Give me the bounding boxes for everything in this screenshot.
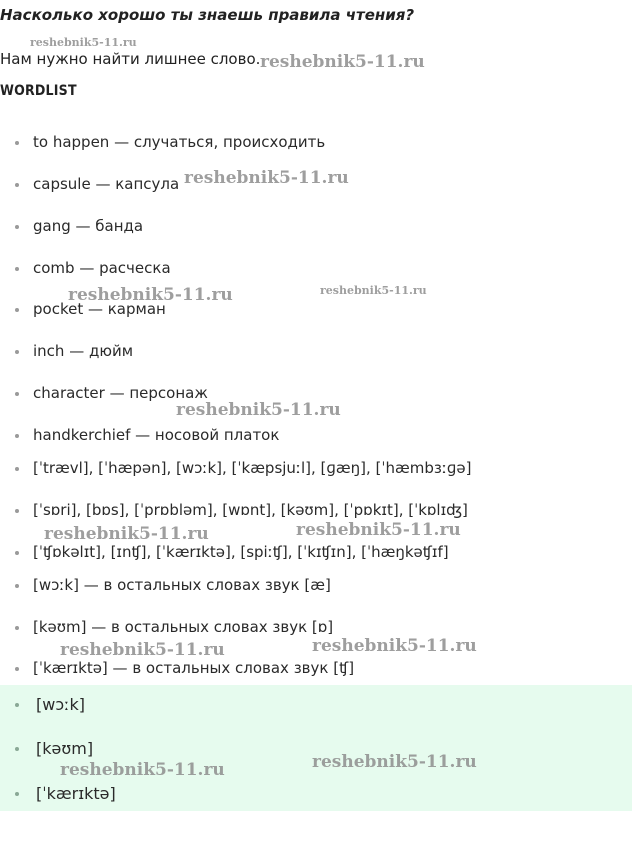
list-item <box>0 215 632 239</box>
bullet-icon <box>15 183 19 187</box>
bullet-icon <box>15 626 19 630</box>
list-item-text: [kəʊm] — в остальных словах звук [ɒ] <box>33 618 334 636</box>
watermark: reshebnik5-11.ru <box>320 284 427 297</box>
bullet-icon <box>15 703 19 707</box>
list-item-text: character — персонаж <box>33 384 208 402</box>
answer-text: [kəʊm] <box>36 739 94 758</box>
list-item-text: gang — банда <box>33 217 144 235</box>
bullet-icon <box>15 667 19 671</box>
list-item-text: capsule — капсула <box>33 175 180 193</box>
bullet-icon <box>15 509 19 513</box>
bullet-icon <box>15 392 19 396</box>
list-item-text: comb — расческа <box>33 259 171 277</box>
bullet-icon <box>15 141 19 145</box>
list-item-text: handkerchief — носовой платок <box>33 426 280 444</box>
list-item-text: [wɔːk] — в остальных словах звук [æ] <box>33 576 331 594</box>
list-item <box>0 257 632 281</box>
list-item <box>0 424 632 448</box>
bullet-icon <box>15 551 19 555</box>
watermark: reshebnik5-11.ru <box>44 524 209 544</box>
answer-text: [wɔːk] <box>36 695 86 714</box>
watermark: reshebnik5-11.ru <box>184 168 349 188</box>
bullet-icon <box>15 308 19 312</box>
list-item-text: [ˈtrævl], [ˈhæpən], [wɔːk], [ˈkæpsjuːl], [ɡæŋ], [ˈhæmbɜːɡə] <box>33 459 472 477</box>
watermark: reshebnik5-11.ru <box>68 285 233 305</box>
list-item-text: inch — дюйм <box>33 342 134 360</box>
bullet-icon <box>15 267 19 271</box>
bullet-icon <box>15 350 19 354</box>
answer-item <box>0 782 632 806</box>
bullet-icon <box>15 225 19 229</box>
answer-box <box>0 685 632 811</box>
list-item <box>0 457 632 481</box>
bullet-icon <box>15 792 19 796</box>
wordlist-heading: WORDLIST <box>0 83 77 99</box>
watermark: reshebnik5-11.ru <box>60 640 225 660</box>
list-item-text: pocket — карман <box>33 300 166 318</box>
watermark: reshebnik5-11.ru <box>60 760 225 780</box>
list-item <box>0 541 632 565</box>
bullet-icon <box>15 434 19 438</box>
watermark: reshebnik5-11.ru <box>312 752 477 772</box>
list-item <box>0 340 632 364</box>
list-item-text: to happen — случаться, происходить <box>33 133 326 151</box>
list-item <box>0 574 632 598</box>
list-item <box>0 131 632 155</box>
list-item-text: [ˈʧɒkəlɪt], [ɪnʧ], [ˈkærɪktə], [spiːʧ], [ˈkɪʧɪn], [ˈhæŋkəʧɪf] <box>33 543 449 561</box>
watermark: reshebnik5-11.ru <box>312 636 477 656</box>
answer-text: [ˈkærɪktə] <box>36 784 116 803</box>
watermark: reshebnik5-11.ru <box>296 520 461 540</box>
watermark: reshebnik5-11.ru <box>176 400 341 420</box>
list-item-text: [ˈkærɪktə] — в остальных словах звук [ʧ] <box>33 659 355 677</box>
watermark: reshebnik5-11.ru <box>260 52 425 72</box>
bullet-icon <box>15 467 19 471</box>
bullet-icon <box>15 584 19 588</box>
answer-item <box>0 693 632 717</box>
list-item-text: [ˈsɒri], [bɒs], [ˈprɒbləm], [wɒnt], [kəʊm], [ˈpɒkɪt], [ˈkɒlɪʤ] <box>33 501 468 519</box>
subtitle: Нам нужно найти лишнее слово. <box>0 50 261 68</box>
question-title: Насколько хорошо ты знаешь правила чтения? <box>0 6 415 24</box>
list-item <box>0 657 632 681</box>
bullet-icon <box>15 747 19 751</box>
watermark: reshebnik5-11.ru <box>30 36 137 49</box>
